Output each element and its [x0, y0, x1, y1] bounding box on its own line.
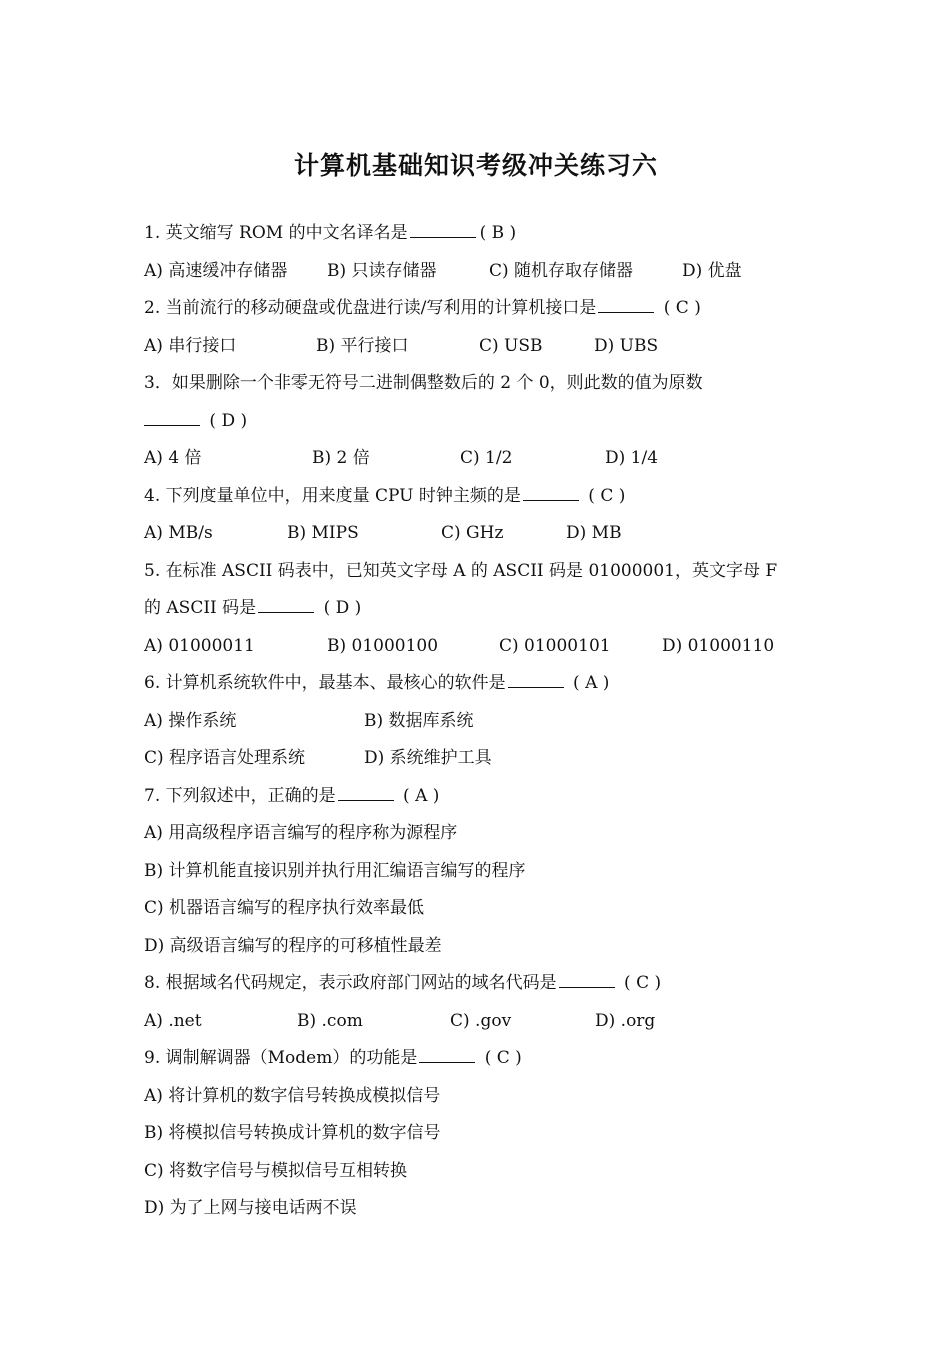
question-5-stem [144, 557, 824, 595]
question-stem: 1. 英文缩写 ROM 的中文名译名是 [144, 223, 408, 243]
question-7-option-b [144, 857, 824, 895]
answer-blank [338, 782, 394, 801]
option-a: A) 将计算机的数字信号转换成模拟信号 [144, 1085, 441, 1106]
question-stem: 6. 计算机系统软件中，最基本、最核心的软件是 [144, 673, 506, 693]
answer-blank [419, 1044, 475, 1063]
answer-key: ( C ) [582, 485, 626, 506]
option-c: C) 随机存取存储器 [489, 260, 634, 281]
option-b: B) 数据库系统 [364, 710, 474, 731]
question-1-stem [144, 219, 824, 257]
option-c: C) 01000101 [499, 635, 611, 656]
answer-key: ( C ) [658, 298, 701, 318]
option-a: A) 4 倍 [144, 448, 202, 468]
question-2-stem [144, 294, 824, 332]
answer-key: ( A ) [567, 673, 610, 693]
answer-blank [559, 969, 615, 988]
question-2-options [144, 332, 824, 370]
question-3-stem-cont [144, 407, 824, 445]
question-3-stem [144, 369, 824, 407]
question-7-option-a [144, 819, 824, 857]
question-stem: 3．如果删除一个非零无符号二进制偶整数后的 2 个 0，则此数的值为原数 [144, 373, 703, 393]
question-6-options-row2 [144, 744, 824, 782]
question-stem: 8. 根据域名代码规定，表示政府部门网站的域名代码是 [144, 973, 557, 993]
option-b: B) 01000100 [327, 635, 439, 656]
question-list [144, 219, 824, 1232]
question-9-option-a [144, 1082, 824, 1120]
question-4-stem [144, 482, 824, 520]
option-d: D) MB [566, 523, 622, 543]
question-8-options [144, 1007, 824, 1045]
question-8-stem [144, 969, 824, 1007]
option-d: D) 为了上网与接电话两不误 [144, 1198, 357, 1218]
question-9-option-c [144, 1157, 824, 1195]
option-a: A) 高速缓冲存储器 [144, 260, 288, 281]
option-d: D) .org [595, 1010, 656, 1031]
option-a: A) MB/s [144, 523, 213, 543]
question-7-option-d [144, 932, 824, 970]
answer-blank [523, 482, 579, 501]
option-b: B) 只读存储器 [327, 260, 437, 281]
answer-key: ( A ) [397, 785, 440, 806]
answer-blank [508, 669, 564, 688]
option-d: D) 01000110 [662, 635, 775, 656]
option-b: B) 将模拟信号转换成计算机的数字信号 [144, 1123, 441, 1143]
option-a: A) 操作系统 [144, 710, 237, 731]
question-5-stem-cont [144, 594, 824, 632]
answer-blank [410, 219, 476, 238]
question-6-stem [144, 669, 824, 707]
question-9-option-d [144, 1194, 824, 1232]
answer-blank [258, 594, 314, 613]
option-c: C) 1/2 [460, 448, 513, 468]
question-9-stem [144, 1044, 824, 1082]
question-7-stem [144, 782, 824, 820]
answer-key: ( D ) [318, 598, 362, 618]
question-5-options [144, 632, 824, 670]
option-c: C) GHz [441, 523, 504, 543]
question-4-options [144, 519, 824, 557]
question-1-options [144, 257, 824, 295]
option-d: D) UBS [594, 335, 659, 356]
question-stem-cont: 的 ASCII 码是 [144, 598, 257, 618]
option-b: B) 计算机能直接识别并执行用汇编语言编写的程序 [144, 860, 526, 881]
page-title: 计算机基础知识考级冲关练习六 [293, 151, 658, 180]
answer-blank [144, 407, 200, 426]
option-c: C) 程序语言处理系统 [144, 748, 306, 768]
answer-key: ( C ) [479, 1048, 522, 1068]
option-a: A) 01000011 [144, 635, 255, 656]
answer-key: ( B ) [479, 223, 517, 243]
option-d: D) 系统维护工具 [364, 748, 492, 768]
option-b: B) .com [297, 1010, 363, 1031]
option-d: D) 高级语言编写的程序的可移植性最差 [144, 935, 442, 956]
question-stem: 7. 下列叙述中，正确的是 [144, 785, 336, 806]
option-a: A) 用高级程序语言编写的程序称为源程序 [144, 823, 458, 843]
option-c: C) USB [479, 335, 543, 356]
question-7-option-c [144, 894, 824, 932]
option-c: C) .gov [450, 1010, 512, 1031]
option-b: B) 2 倍 [312, 448, 370, 468]
question-6-options-row1 [144, 707, 824, 745]
question-stem: 9. 调制解调器（Modem）的功能是 [144, 1048, 418, 1068]
option-b: B) MIPS [287, 523, 359, 543]
option-a: A) 串行接口 [144, 335, 237, 356]
answer-blank [598, 294, 654, 313]
answer-key: ( C ) [618, 973, 662, 993]
question-3-options [144, 444, 824, 482]
option-d: D) 1/4 [605, 448, 659, 468]
question-9-option-b [144, 1119, 824, 1157]
question-stem: 5. 在标准 ASCII 码表中，已知英文字母 A 的 ASCII 码是 01000001，英文字母 F [144, 560, 778, 581]
option-d: D) 优盘 [682, 260, 742, 281]
answer-key: ( D ) [204, 410, 248, 431]
option-c: C) 机器语言编写的程序执行效率最低 [144, 898, 425, 918]
option-c: C) 将数字信号与模拟信号互相转换 [144, 1160, 408, 1181]
question-stem: 4. 下列度量单位中，用来度量 CPU 时钟主频的是 [144, 485, 521, 506]
question-stem: 2. 当前流行的移动硬盘或优盘进行读/写利用的计算机接口是 [144, 298, 597, 318]
option-a: A) .net [144, 1010, 202, 1031]
option-b: B) 平行接口 [316, 335, 409, 356]
